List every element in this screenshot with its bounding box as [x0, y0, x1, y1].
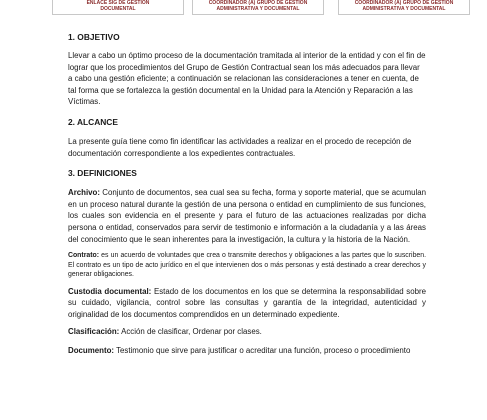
definition-term: Documento:: [68, 346, 115, 355]
definition-documento: [68, 345, 426, 357]
definition-text: Conjunto de documentos, sea cual sea su fecha, forma y soporte material, que se acumulan en un proceso natural durante la gestión de una persona o entidad en cumplimiento de sus funciones, los cuales son evidencia en el presente y para el futuro de las actuaciones realizadas por dicha persona o entidad, conservados para servir de testimonio e información a la ciudadanía y a las áreas del conocimiento que le sean inherentes para la investigación, la cultura y la historia de la Nación.: [68, 188, 426, 244]
header-cell-line: DOCUMENTAL: [100, 6, 136, 12]
header-cell-enlace: [52, 0, 184, 15]
document-header-table: [52, 0, 472, 16]
definition-clasificacion: [68, 326, 426, 338]
definition-term: Clasificación:: [68, 327, 120, 337]
header-cell-line: ADMINISTRATIVA Y DOCUMENTAL: [362, 6, 446, 12]
header-cell-line: ADMINISTRATIVA Y DOCUMENTAL: [216, 6, 300, 12]
section-title-definiciones: 3. DEFINICIONES: [68, 168, 137, 179]
header-cell-line: ENLACE SIG DE GESTIÓN: [86, 0, 150, 6]
definition-text: Estado de los documentos en los que se determina la responsabilidad sobre su cuidado, vigilancia, control sobre las consultas y garantía de la integridad, autenticidad y originalidad de los documentos comprendidos en un determinado expediente.: [68, 286, 427, 319]
section-title-alcance: 2. ALCANCE: [68, 116, 118, 127]
definition-text: Acción de clasificar, Ordenar por clases.: [119, 327, 262, 337]
header-cell-coordinador-2: [338, 0, 470, 15]
section-title-objetivo: 1. OBJETIVO: [68, 32, 120, 42]
document-body: [68, 24, 426, 357]
definition-archivo: [68, 187, 426, 245]
objetivo-paragraph: Llevar a cabo un óptimo proceso de la documentación tramitada al interior de la entidad y con el fin de lograr que los procedimientos del Grupo de Gestión Contractual sean los más adecuados para llevar a cabo una gestión eficiente; a continuación se relacionan las consideraciones a tener en cuenta, de tal forma que se fortalezca la gestión documental en la Unidad para la Atención y Reparación a las Víctimas.: [68, 51, 426, 107]
definition-term: Archivo:: [68, 188, 101, 198]
header-cell-line: COORDINADOR (A) GRUPO DE GESTIÓN: [354, 0, 454, 6]
definition-term: Custodia documental:: [68, 286, 152, 296]
definition-text: Testimonio que sirve para justificar o acreditar una función, proceso o procedimiento: [114, 346, 411, 355]
header-cell-line: COORDINADOR (A) GRUPO DE GESTIÓN: [208, 0, 308, 6]
header-cell-coordinador-1: [192, 0, 324, 15]
alcance-paragraph: La presente guía tiene como fin identificar las actividades a realizar en el procedo de recepción de documentación correspondiente a los expedientes contractuales.: [68, 136, 412, 158]
definition-term: Contrato:: [68, 252, 100, 260]
definition-custodia: [68, 286, 426, 321]
definition-text: es un acuerdo de voluntades que crea o transmite derechos y obligaciones a las partes que lo suscriben. El contrato es un tipo de acto jurídico en el que intervienen dos o más personas y está destinado a crear derechos y generar obligaciones.: [68, 252, 426, 279]
definition-contrato: [68, 251, 426, 280]
